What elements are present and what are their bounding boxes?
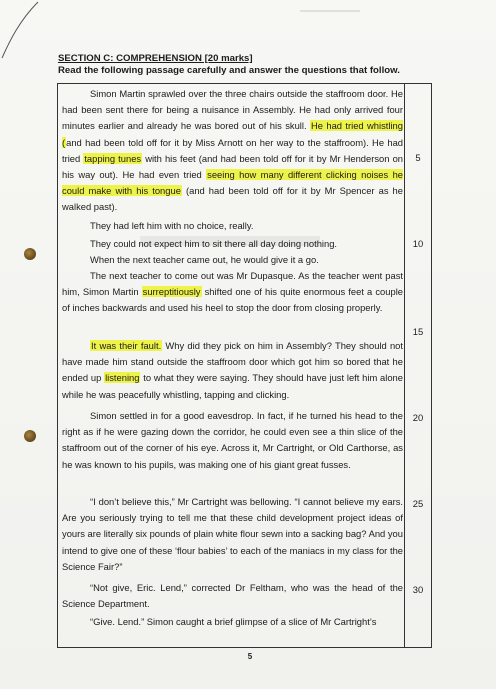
pen-mark xyxy=(0,0,40,60)
passage-text: shifted one of his quite enormous feet a couple of inches backwards and used his heel to stop the door from closing properly. xyxy=(62,286,403,314)
passage-text: Simon Martin sprawled over the three chairs outside the staffroom door. He had been sent there for being a nuisance in Assembly. He had only arrived four minutes earlier and already he was bored out of his skull. xyxy=(62,88,403,132)
passage-paragraph xyxy=(62,268,403,317)
section-heading xyxy=(58,53,458,77)
passage-paragraph: Simon settled in for a good eavesdrop. In fact, if he turned his head to the right as if he were gazing down the corridor, he could even see a thin slice of the staffroom out of the corner of his eye. Across it, Mr Cartright, or Old Carthorse, as he was known to his pupils, was making one of his giant great fusses. xyxy=(62,410,403,470)
passage-paragraph: “I don’t believe this,” Mr Cartright was bellowing. “I cannot believe my ears. Are you seriously trying to tell me that these child development project ideas of yours are literally six pounds of plain white flour sewn into a sacking bag? And you intend to give one of these ‘flour babies’ to each of the maniacs in my class for the Science Fair?” xyxy=(62,496,403,572)
passage-paragraph: They had left him with no choice, really. xyxy=(90,220,254,231)
highlighted-text: seeing how many different clicking noises he could make with his tongue xyxy=(62,169,403,197)
punch-hole xyxy=(24,430,36,442)
line-number: 30 xyxy=(412,584,424,595)
highlighted-text: It was their fault. xyxy=(91,340,162,351)
passage-text: to what they were saying. They should have just left him alone while he was peacefully whistling, tapping and clicking. xyxy=(62,372,403,400)
section-title: SECTION C: COMPREHENSION [20 marks] xyxy=(58,53,253,64)
passage-text: with his feet (and had been told off for it by Mr Henderson on his way out). He had even tried xyxy=(62,152,403,181)
passage-text: The next teacher to come out was Mr Dupasque. As the teacher went past him, Simon Martin xyxy=(62,270,403,298)
highlighted-text: listening xyxy=(105,372,140,384)
highlighted-text: He had tried whistling ( xyxy=(62,120,403,148)
highlighted-text: tapping tunes xyxy=(84,152,142,164)
passage-text: Why did they pick on him in Assembly? They should not have made him stand outside the staffroom door which got him so bored that he ended up xyxy=(62,340,403,384)
scan-smudge xyxy=(300,10,360,12)
passage-text: (and had been told off for it by Mr Spencer as he walked past). xyxy=(62,185,403,213)
page-number: 5 xyxy=(247,652,253,661)
line-number: 10 xyxy=(412,238,424,249)
passage-paragraph: “Give. Lend.” Simon caught a brief glimpse of a slice of Mr Cartright’s xyxy=(90,616,377,627)
passage-paragraph: When the next teacher came out, he would give it a go. xyxy=(90,254,319,265)
passage-paragraph: They could not expect him to sit there all day doing nothing. xyxy=(90,238,338,249)
highlighted-text: surreptitiously xyxy=(142,286,201,298)
line-number-column xyxy=(404,83,432,648)
passage-text: and had been told off for it by Miss Arnott on her way to the staffroom). He had tried xyxy=(62,136,403,164)
line-number: 5 xyxy=(415,152,421,163)
line-number: 20 xyxy=(412,412,424,423)
line-number: 15 xyxy=(412,326,424,337)
punch-hole xyxy=(24,248,36,260)
instruction-text: Read the following passage carefully and answer the questions that follow. xyxy=(58,65,400,76)
passage-paragraph xyxy=(62,86,403,216)
line-number: 25 xyxy=(412,498,424,509)
passage-paragraph xyxy=(62,338,403,403)
passage-paragraph: “Not give, Eric. Lend,” corrected Dr Feltham, who was the head of the Science Department. xyxy=(62,582,403,610)
